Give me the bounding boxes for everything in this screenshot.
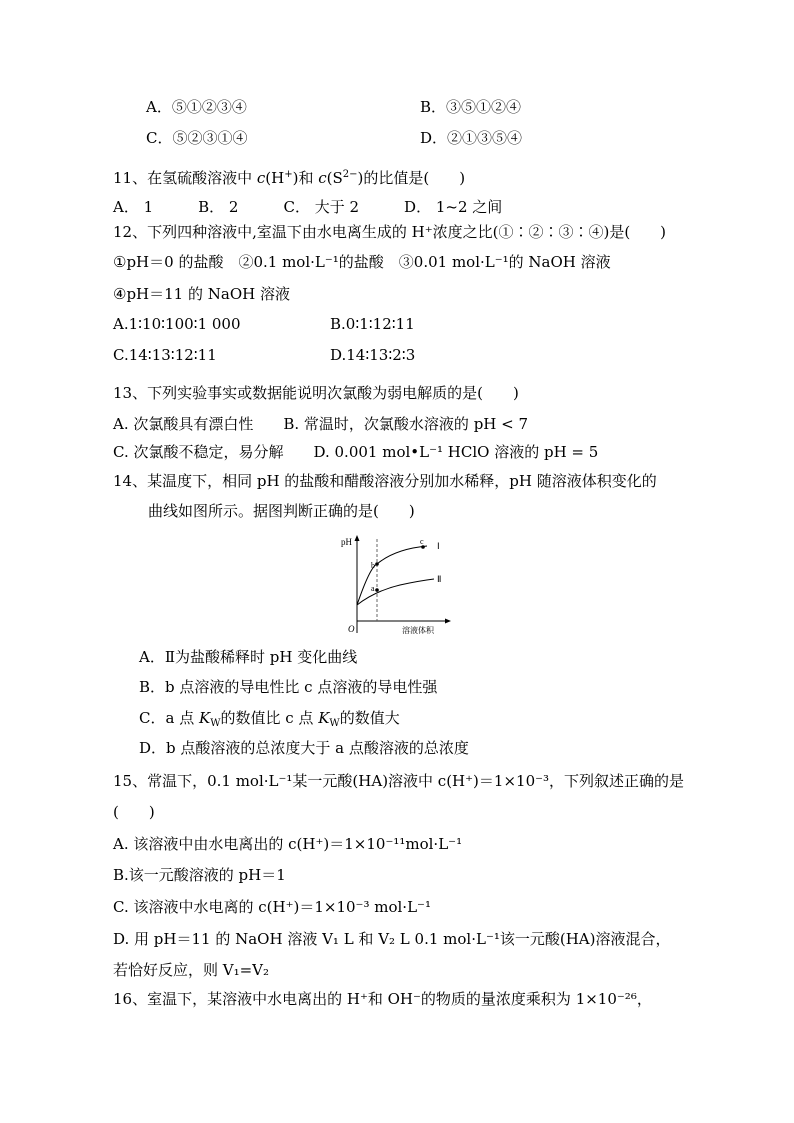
- label-a: a: [371, 584, 375, 593]
- q14-option-b: B．b 点溶液的导电性比 c 点溶液的导电性强: [139, 678, 438, 696]
- q13-stem: 13、下列实验事实或数据能说明次氯酸为弱电解质的是( ): [113, 384, 519, 402]
- label-c: c: [420, 537, 424, 546]
- q11-stem: 11、在氢硫酸溶液中 c(H+)和 $c(S^{2-})$的比值是( ): [113, 169, 466, 187]
- q11-options: A． 1 B． 2 C． 大于 2 D． 1~2 之间: [113, 198, 503, 216]
- point-b: [375, 562, 379, 566]
- q10-option-a: A．⑤①②③④: [146, 98, 247, 116]
- q15-stem: 15、常温下，0.1 mol·L⁻¹某一元酸(HA)溶液中 c(H⁺)＝1×10⁻³，下列叙述正确的是: [113, 772, 685, 790]
- x-axis-label: 溶液体积: [402, 626, 434, 635]
- q15-option-c: C. 该溶液中水电离的 c(H⁺)＝1×10⁻³ mol·L⁻¹: [113, 898, 431, 916]
- ph-dilution-graph: [340, 533, 452, 637]
- q10-option-d: D．②①③⑤④: [420, 129, 523, 147]
- q16-stem: 16、室温下，某溶液中水电离出的 H⁺和 OH⁻的物质的量浓度乘积为 1×10⁻²⁶，: [113, 990, 652, 1008]
- q12-option-b: B.0∶1∶12∶11: [330, 315, 415, 333]
- q13-options-ab: A. 次氯酸具有漂白性 B. 常温时，次氯酸水溶液的 pH < 7: [113, 415, 529, 433]
- curve-ii: [357, 579, 434, 605]
- q14-option-a: A．Ⅱ为盐酸稀释时 pH 变化曲线: [139, 648, 358, 666]
- q12-option-c: C.14∶13∶12∶11: [113, 346, 217, 364]
- y-axis-arrow: [355, 535, 360, 541]
- q15-option-a: A. 该溶液中由水电离出的 c(H⁺)＝1×10⁻¹¹mol·L⁻¹: [113, 835, 463, 853]
- point-a: [375, 588, 379, 592]
- q15-paren: ( ): [113, 803, 155, 821]
- q10-option-b: B．③⑤①②④: [420, 98, 522, 116]
- curve-ii-label: Ⅱ: [437, 574, 442, 584]
- curve-i: [357, 546, 427, 605]
- q14-option-d: D．b 点酸溶液的总浓度大于 a 点酸溶液的总浓度: [139, 739, 469, 757]
- q15-option-d-line1: D. 用 pH＝11 的 NaOH 溶液 V₁ L 和 V₂ L 0.1 mol·L⁻¹该一元酸(HA)溶液混合，: [113, 930, 671, 948]
- q14-option-c: C．a 点 $K_W$的数值比 c 点 $K_W$的数值大: [139, 709, 400, 729]
- q15-option-d-line2: 若恰好反应，则 V₁=V₂: [113, 961, 270, 979]
- y-axis-label: pH: [341, 537, 352, 547]
- curve-i-label: Ⅰ: [437, 541, 440, 551]
- q12-stem: 12、下列四种溶液中,室温下由水电离生成的 H⁺浓度之比(①∶②∶③∶④)是( ): [113, 223, 667, 241]
- q12-option-d: D.14∶13∶2∶3: [330, 346, 416, 364]
- q12-option-a: A.1∶10∶100∶1 000: [113, 315, 241, 333]
- q15-option-b: B.该一元酸溶液的 pH＝1: [113, 866, 286, 884]
- q12-items-line1: ①pH＝0 的盐酸 ②0.1 mol·L⁻¹的盐酸 ③0.01 mol·L⁻¹的 NaOH 溶液: [113, 253, 611, 271]
- origin-label: O: [348, 624, 355, 634]
- label-b: b: [371, 561, 375, 570]
- q10-option-c: C．⑤②③①④: [146, 129, 248, 147]
- q14-stem-line1: 14、某温度下，相同 pH 的盐酸和醋酸溶液分别加水稀释，pH 随溶液体积变化的: [113, 472, 657, 490]
- q12-items-line2: ④pH＝11 的 NaOH 溶液: [113, 285, 290, 303]
- x-axis-arrow: [445, 619, 451, 624]
- q14-stem-line2: 曲线如图所示。据图判断正确的是( ): [148, 502, 415, 520]
- q13-options-cd: C. 次氯酸不稳定，易分解 D. 0.001 mol•L⁻¹ HClO 溶液的 pH = 5: [113, 443, 599, 461]
